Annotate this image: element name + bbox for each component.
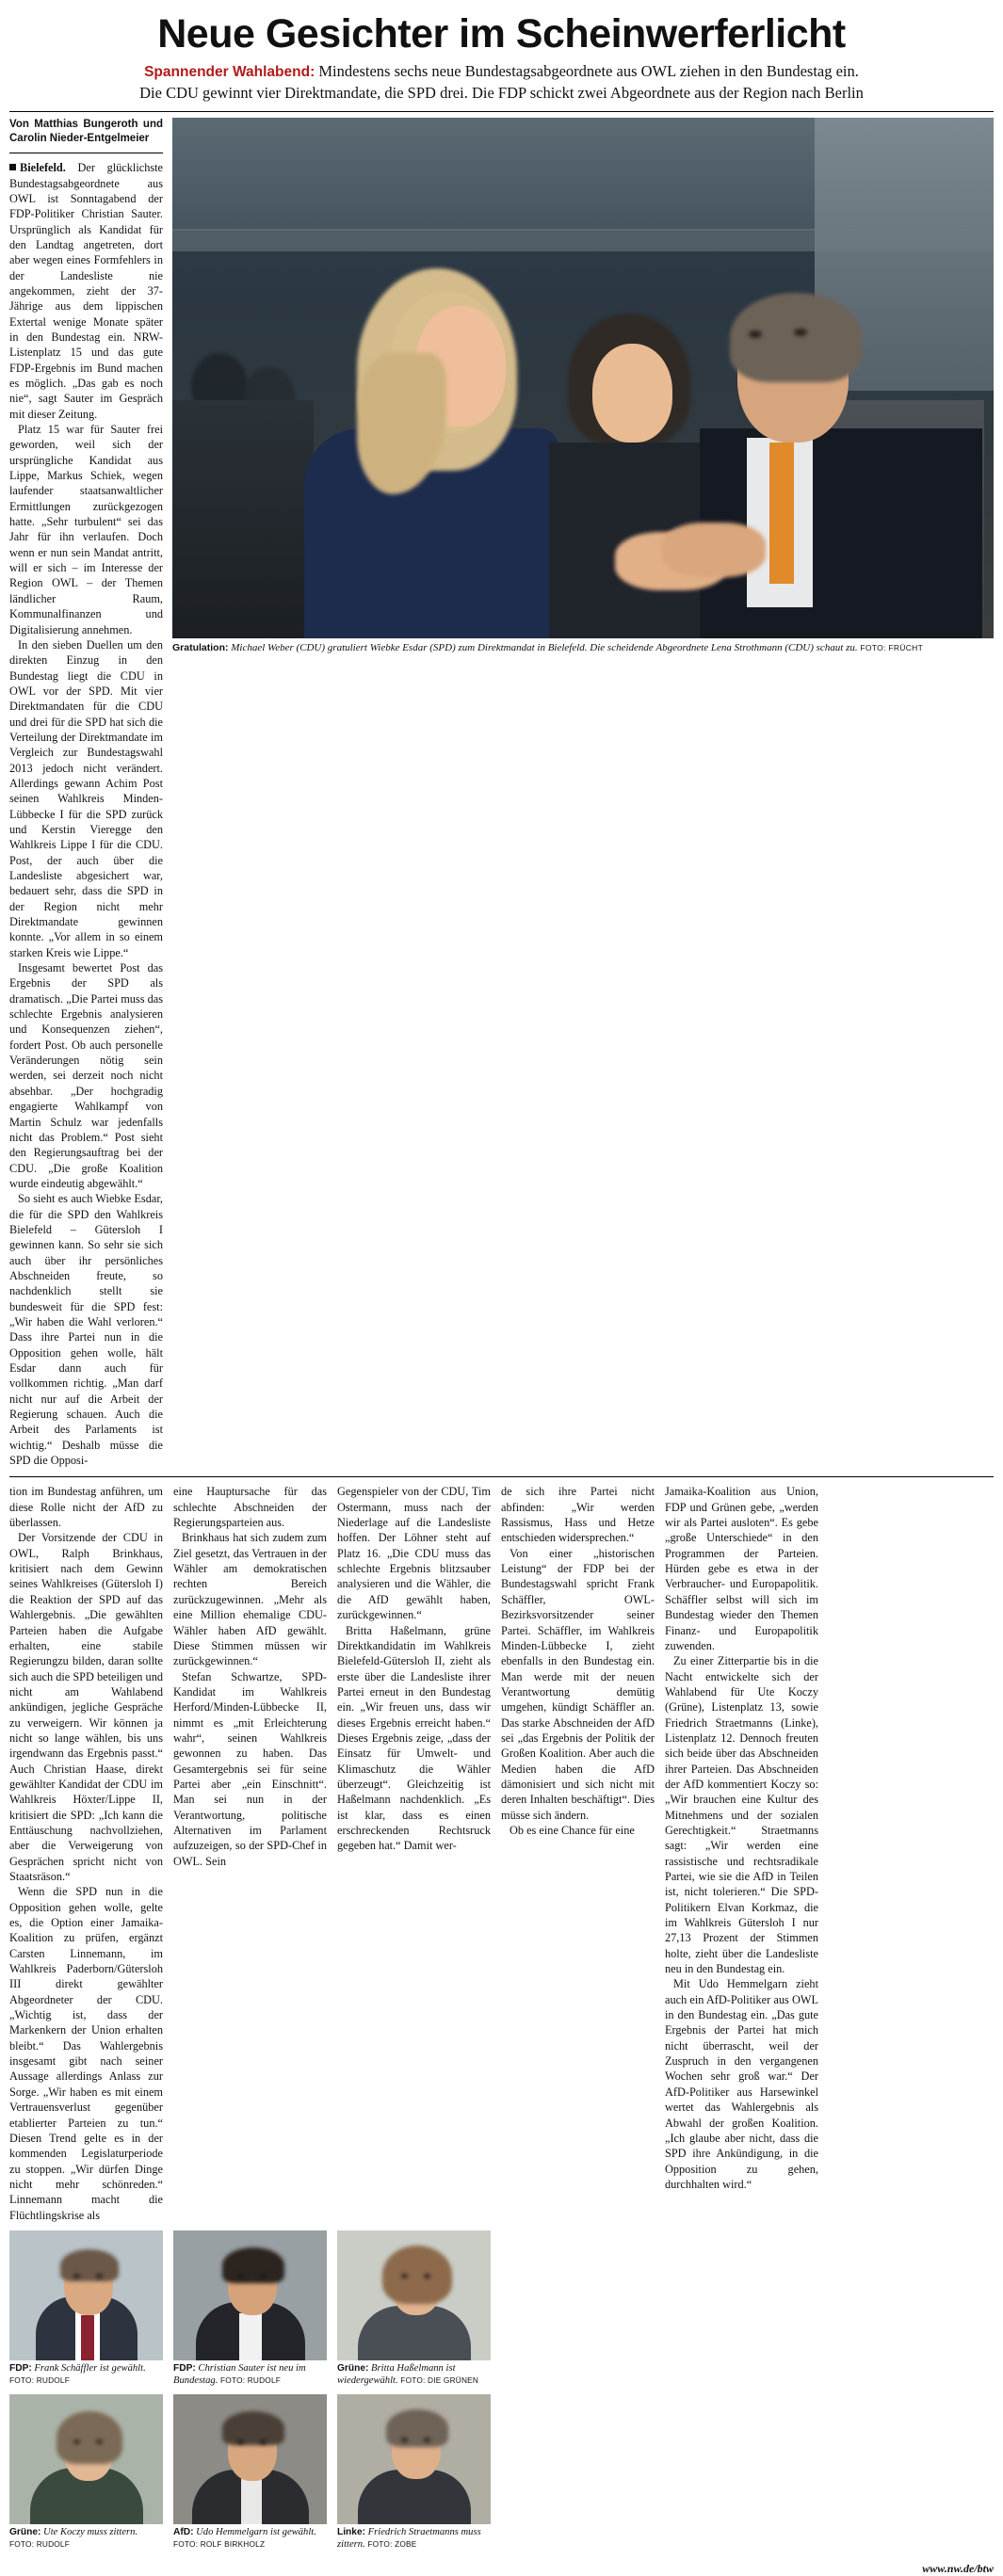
portrait-party: AfD:	[173, 2526, 194, 2537]
paragraph: Zu einer Zitterpartie bis in die Nacht entwickelte sich der Wahlabend für Ute Koczy (Grüne), Listenplatz 13, sowie Friedrich Straetmanns (Linke), Listenplatz 12. Dennoch freuten sich beide über das Abschneiden ihrer Parteien. Das Abschneiden der AfD kommentiert Koczy so: „Wir brauchen eine Kultur des Mitnehmens und der sozialen Gerechtigkeit.“ Straetmanns sagt: „Wir werden eine rassistische und rechtsradikale Partei, wie sie die AfD in Teilen ist, nicht tolerieren.“ Die SPD-Politikern Elvan Korkmaz, die im Wahlkreis Gütersloh I nur 27,13 Prozent der Stimmen holte, zieht über die Landesliste neu in den Bundestag ein.	[665, 1654, 818, 1976]
paragraph: Von einer „historischen Leistung“ der FDP bei der Bundestagswahl spricht Frank Schäffler, OWL-Bezirksvorsitzender seiner Partei. Schäffler, im Wahlkreis Minden-Lübbecke I, zieht ebenfalls in den Bundestag ein. Man werde mit der neuen Verantwortung demütig umgehen, kündigt Schäffler an. Das starke Abschneiden der AfD sei „das Ergebnis der Politik der Großen Koalition. Aber auch die Medien haben die AfD dämonisiert und sich nicht mit deren Inhalten beschäftigt“. Dies müsse sich ändern.	[501, 1546, 655, 1822]
paragraph: Mit Udo Hemmelgarn zieht auch ein AfD-Politiker aus OWL in den Bundestag ein. „Das gute Ergebnis der Partei hat mich nicht überrascht, weil der Zuspruch in den vergangenen Wochen sehr groß war.“ Der AfD-Politiker aus Harsewinkel wertet das Wahlergebnis als Abwahl der großen Koalition. „Ich glaube aber nicht, dass die SPD ihre Ankündigung, in die Opposition zu gehen, durchhalten wird.“	[665, 1977, 818, 2191]
portrait-photo	[337, 2394, 491, 2524]
portrait-credit: FOTO: DIE GRÜNEN	[400, 2375, 479, 2385]
top-block	[9, 118, 994, 1468]
paragraph	[9, 160, 163, 422]
portrait-credit: FOTO: ROLF BIRKHOLZ	[173, 2538, 266, 2549]
photo-crowd-left	[172, 400, 314, 638]
portrait-credit: FOTO: RUDOLF	[9, 2375, 71, 2385]
portrait-text: Friedrich Straetmanns muss zittern.	[337, 2526, 481, 2550]
portrait-card	[173, 2230, 327, 2388]
portrait-caption	[9, 2363, 163, 2388]
portrait-credit: FOTO: RUDOLF	[9, 2538, 71, 2549]
portrait-caption	[173, 2527, 327, 2552]
photo-woman2-face-front	[592, 344, 672, 443]
column-2	[9, 1484, 163, 2223]
paragraph: So sieht es auch Wiebke Esdar, die für die SPD den Wahlkreis Bielefeld – Gütersloh I gewinnen kann. So sehr sie sich auch über ihr persönliches Abschneiden freute, so nachdenklich stellt sie bundesweit für die SPD fest: „Wir haben die Wahl verloren.“ Dass ihre Partei nun in die Opposition gehen wolle, hält Esdar dann auch für vollkommen richtig. „Man darf nicht nur auf die Arbeit der Regierung schauen. Auch die Arbeit des Parlaments ist wichtig.“ Deshalb müsse die SPD die Opposi-	[9, 1192, 163, 1468]
portrait-text: Frank Schäffler ist gewählt.	[31, 2362, 146, 2374]
portrait-grid-filler	[501, 2230, 994, 2558]
caption-lead: Gratulation:	[172, 642, 229, 654]
paragraph: de sich ihre Partei nicht abfinden: „Wir werden Rassismus, Hass und Hetze entschieden widersprechen.“	[501, 1485, 655, 1545]
portrait-card	[173, 2394, 327, 2552]
main-photo-block	[172, 118, 994, 655]
paragraph: Wenn die SPD nun in die Opposition gehen wolle, gelte es, die Option einer Jamaika-Koalition zu prüfen, ergänzt Carsten Linnemann, im Wahlkreis Paderborn/Gütersloh III direkt gewählter Abgeordneter der CDU. „Wichtig ist, dass der Markenkern der Union erhalten bleibt.“ Das Wahlergebnis insgesamt gibt nach seiner Aussage allerdings Anlass zur Sorge. „Wir haben es mit einem Vertrauensverlust gegenüber etablierter Parteien zu tun.“ Diesen Trend gelte es in der kommenden Legislaturperiode zu stoppen. „Wir dürfen Dinge nicht mehr schönreden.“ Linnemann macht die Flüchtlingskrise als	[9, 1885, 163, 2222]
portrait-photo	[173, 2394, 327, 2524]
subheadline	[57, 61, 946, 104]
lower-columns	[9, 1476, 994, 2223]
portrait-card	[9, 2394, 163, 2552]
portrait-credit: FOTO: ZOBE	[367, 2538, 417, 2549]
portrait-party: Linke:	[337, 2526, 366, 2537]
portrait-caption	[337, 2363, 491, 2388]
paragraph: Der Vorsitzende der CDU in OWL, Ralph Brinkhaus, kritisiert nach dem Gewinn seines Wahlkreises (Gütersloh I) die Reaktion der SPD auf das Wahlergebnis. „Die gewählten Parteien haben die Aufgabe erhalten, eine stabile Regierungzu bilden, daran sollte sich auch die SPD beteiligen und nicht am Wahlabend ankündigen, jegliche Gespräche zu verweigern. Wir können ja nicht so lange wählen, bis uns irgendwann das Ergebnis passt.“ Auch Christian Haase, direkt gewählter Kandidat der CDU im Wahlkreis Höxter/Lippe II, kritisiert die SPD: „Ich kann die Enttäuschung nachvollziehen, aber die Verweigerung von Gesprächen spricht nicht von Staatsräson.“	[9, 1531, 163, 1884]
portrait-caption	[337, 2527, 491, 2552]
paragraph: Brinkhaus hat sich zudem zum Ziel gesetzt, das Vertrauen in der Wähler am demokratischen rechten Bereich zurückzugewinnen. „Mehr als eine Million ehemalige CDU-Wähler haben AfD gewählt. Diese Stimmen müssen wir zurückgewinnen.“	[173, 1531, 327, 1668]
portrait-card	[337, 2230, 491, 2388]
paragraph-text: Der glücklichste Bundestagsabgeordnete aus OWL ist Sonntagabend der FDP-Politiker Christian Sauter. Ursprünglich als Kandidat für den Landtag angetreten, dort aber wegen eines Formfehlers in der Landesliste nie angekommen, zieht der 37-Jährige aus dem lippischen Extertal wenige Monate später in den Bundestag ein. NRW-Listenplatz 15 und das gute FDP-Ergebnis im Bund machen es möglich. „Das gab es noch nie“, sagt Sauter im Gespräch mit dieser Zeitung.	[9, 161, 163, 421]
paragraph: Jamaika-Koalition aus Union, FDP und Grünen gebe, „werden wir als Partei ausloten“. Es gebe „große Unterschiede“ in den Programmen der Parteien. Hürden gebe es etwa in der Verbraucher- und Europapolitik. Schäffler selbst will sich im Bundestag wieder den Themen Finanz- und Europapolitik zuwenden.	[665, 1485, 818, 1652]
portrait-text: Ute Koczy muss zittern.	[40, 2526, 138, 2537]
paragraph: Britta Haßelmann, grüne Direktkandidatin im Wahlkreis Bielefeld-Gütersloh II, zieht als erste über die Landesliste ihrer Partei erneut in den Bundestag ein. „Wir freuen uns, dass wir dieses Ergebnis erreicht haben.“ Dieses Ergebnis zeige, „dass der Einsatz für Umwelt- und Klimaschutz die Wähler überzeugt“. Gleichzeitig ist Haßelmann nachdenklich. „Es ist klar, dass es einen erschreckenden Rechtsruck gegeben hat.“ Damit wer-	[337, 1623, 491, 1853]
caption-text: Michael Weber (CDU) gratuliert Wiebke Esdar (SPD) zum Direktmandat in Bielefeld. Die scheidende Abgeordnete Lena Strothmann (CDU) schaut zu.	[228, 642, 858, 654]
paragraph: Gegenspieler von der CDU, Tim Ostermann, muss nach der Niederlage auf die Landesliste hoffen. Der Löhner steht auf Platz 16. „Die CDU muss das schlechte Ergebnis blitzsauber analysieren und die Wähler, die die AfD gewählt haben, zurückgewinnen.“	[337, 1485, 491, 1622]
portrait-card	[337, 2394, 491, 2552]
bullet-square-icon	[9, 164, 16, 170]
portrait-grid	[9, 2230, 994, 2558]
footer-url[interactable]: www.nw.de/btw	[922, 2561, 994, 2575]
column-6	[665, 1484, 818, 2223]
portrait-text: Britta Haßelmann ist wiedergewählt.	[337, 2362, 456, 2386]
subhead-line-1: Mindestens sechs neue Bundestagsabgeordnete aus OWL ziehen in den Bundestag ein.	[315, 62, 859, 81]
portrait-column-1	[9, 2230, 163, 2558]
paragraph: eine Hauptursache für das schlechte Abschneiden der Regierungsparteien aus.	[173, 1485, 327, 1530]
paragraph: Stefan Schwartze, SPD-Kandidat im Wahlkreis Herford/Minden-Lübbecke II, nimmt es „mit Erleichterung wahr“, seinen Wahlkreis gewonnen zu haben. Das Gesamtergebnis sei für seine Partei aber „ein Einschnitt“. Man sei nun in der Verantwortung, politische Alternativen im Parlament aufzuzeigen, so der SPD-Chef in OWL. Sein	[173, 1669, 327, 1868]
portrait-credit: FOTO: RUDOLF	[220, 2375, 282, 2385]
paragraph: Insgesamt bewertet Post das Ergebnis der SPD als dramatisch. „Die Partei muss das schlechte Ergebnis analysieren und Konsequenzen ziehen“, fordert Post. Ob auch personelle Veränderungen nötig sein werden, sei derzeit noch nicht absehbar. „Der hochgradig engagierte Wahlkampf von Martin Schulz war jedenfalls nicht das Problem.“ Post sieht den Regierungsauftrag bei der CDU. „Die große Koalition wurde eindeutig abgewählt.“	[9, 961, 163, 1190]
photo-credit: FOTO: FRÜCHT	[860, 643, 924, 653]
portrait-party: Grüne:	[337, 2362, 369, 2374]
portrait-caption	[9, 2527, 163, 2552]
photo-handshake-second	[662, 523, 766, 577]
column-3	[173, 1484, 327, 2223]
portrait-party: FDP:	[9, 2362, 32, 2374]
article-body	[9, 118, 994, 2575]
portrait-photo	[9, 2394, 163, 2524]
photo-man-tie	[769, 443, 794, 584]
portrait-text: Christian Sauter ist neu im Bundestag.	[173, 2362, 306, 2386]
portrait-card	[9, 2230, 163, 2388]
column-5	[501, 1484, 655, 2223]
column-4	[337, 1484, 491, 2223]
portrait-caption	[173, 2363, 327, 2388]
portrait-photo	[337, 2230, 491, 2360]
column-1	[9, 118, 163, 1468]
portrait-text: Udo Hemmelgarn ist gewählt.	[193, 2526, 316, 2537]
paragraph: tion im Bundestag anführen, um diese Rolle nicht der AfD zu überlassen.	[9, 1485, 163, 1530]
byline: Von Matthias Bungeroth und Carolin Nieder-Entgelmeier	[9, 118, 163, 153]
main-photo	[172, 118, 994, 638]
portrait-photo	[9, 2230, 163, 2360]
kicker-label: Spannender Wahlabend:	[144, 64, 315, 81]
portrait-party: Grüne:	[9, 2526, 41, 2537]
dateline: Bielefeld.	[20, 161, 66, 175]
page-title: Neue Gesichter im Scheinwerferlicht	[157, 11, 846, 56]
portrait-party: FDP:	[173, 2362, 196, 2374]
paragraph: Platz 15 war für Sauter frei geworden, weil sich der ursprüngliche Kandidat aus Lippe, Markus Schiek, wegen laufender staatsanwaltlicher Ermittlungen zurückgezogen hatte. „Sehr turbulent“ sei das Jahr für ihn verlaufen. Doch wenn er nun sein Mandat antritt, will er sich – im Interesse der Region OWL – der Themen ländlicher Raum, Kommunalfinanzen und Digitalisierung annehmen.	[9, 423, 163, 636]
subhead-line-2: Die CDU gewinnt vier Direktmandate, die SPD drei. Die FDP schickt zwei Abgeordnete aus der Region nach Berlin	[139, 84, 864, 103]
paragraph: Ob es eine Chance für eine	[510, 1823, 635, 1837]
portrait-column-2	[173, 2230, 327, 2558]
portrait-photo	[173, 2230, 327, 2360]
newspaper-page	[0, 11, 1003, 2575]
main-photo-caption	[172, 642, 994, 655]
portrait-column-3	[337, 2230, 491, 2558]
photo-man-hair	[730, 293, 862, 382]
header-divider	[9, 111, 994, 112]
paragraph: In den sieben Duellen um den direkten Einzug in den Bundestag liegt die CDU in OWL vor der SPD. Mit vier Direktmandaten für die CDU und drei für die SPD hat sich die Verteilung der Direktmandate im Vergleich zur Bundestagswahl 2013 jedoch nicht verändert. Allerdings gewann Achim Post seinen Wahlkreis Minden-Lübbecke I für die SPD zurück und Kerstin Vieregge den Wahlkreis Lippe I für die CDU. Post, der auch über die Landesliste abgesichert war, bedauert sehr, dass die SPD in der Region nicht mehr Direktmandate gewinnen konnte. „Vor allem in so einem starken Kreis wie Lippe.“	[9, 637, 163, 959]
